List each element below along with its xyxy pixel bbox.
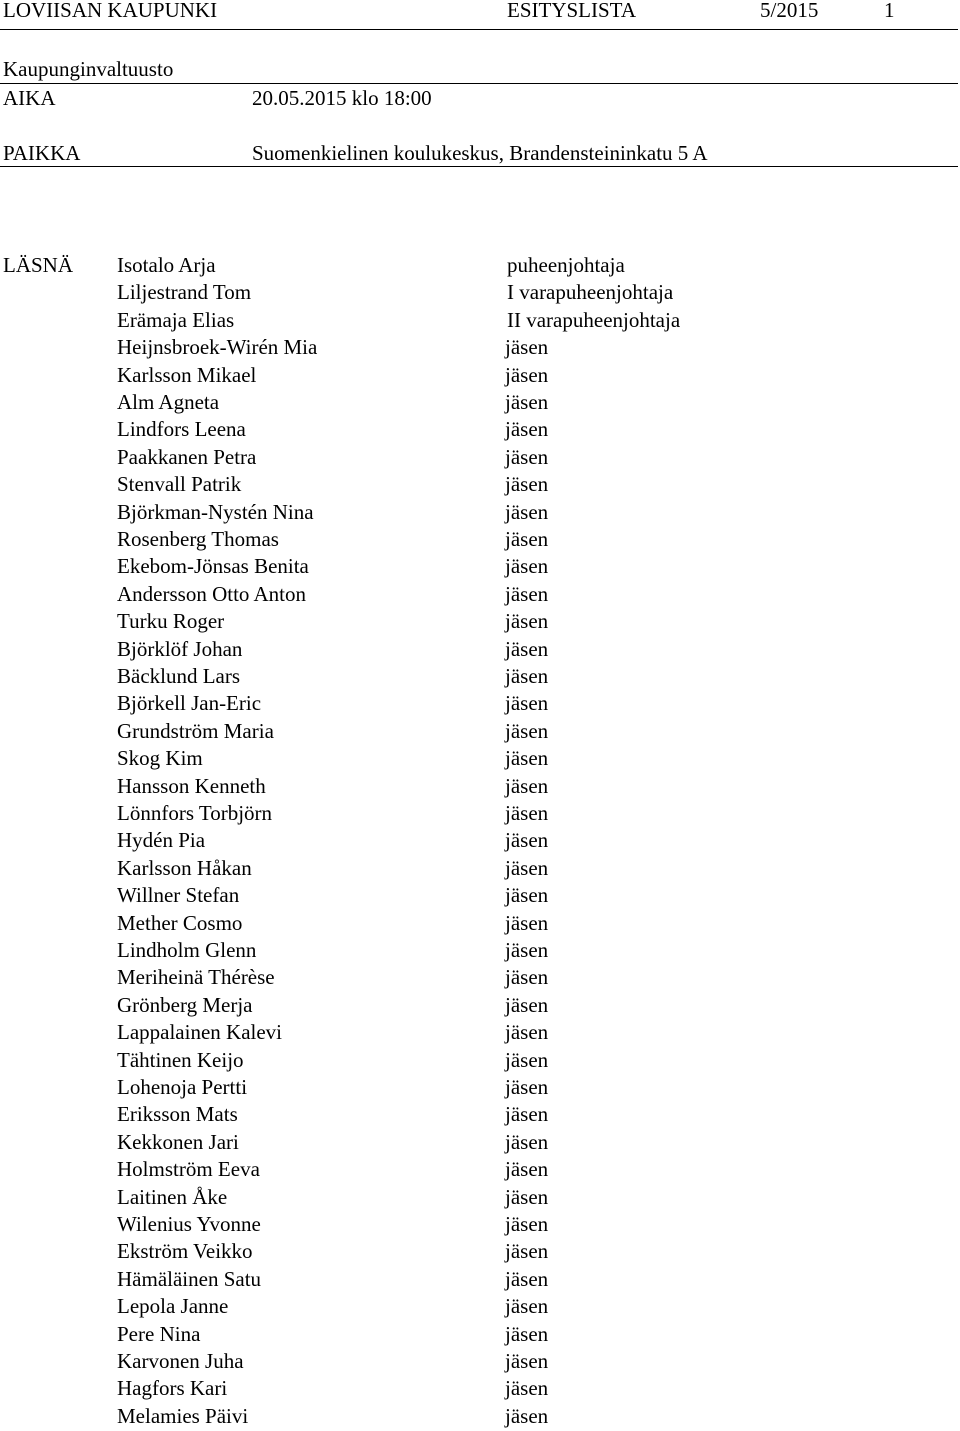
attendee-row xyxy=(0,1157,960,1184)
attendee-name: Lindfors Leena xyxy=(117,417,246,442)
attendee-row xyxy=(0,527,960,554)
attendee-row xyxy=(0,1212,960,1239)
attendee-name: Lohenoja Pertti xyxy=(117,1075,248,1099)
attendee-role: jäsen xyxy=(505,773,549,798)
attendee-role: jäsen xyxy=(505,472,549,497)
attendee-name: Björkman-Nystén Nina xyxy=(117,499,314,524)
attendee-row xyxy=(0,856,960,883)
attendee-name: Hagfors Kari xyxy=(117,1376,228,1401)
attendee-role: jäsen xyxy=(505,746,549,771)
attendee-row xyxy=(0,253,960,280)
attendee-role: jäsen xyxy=(505,417,549,442)
organization-name: LOVIISAN KAUPUNKI xyxy=(3,0,218,22)
attendee-row xyxy=(0,1048,960,1075)
attendee-name: Liljestrand Tom xyxy=(117,280,252,305)
attendee-role: jäsen xyxy=(505,527,549,551)
attendee-name: Meriheinä Thérèse xyxy=(117,965,275,990)
attendee-name: Melamies Päivi xyxy=(117,1403,249,1428)
attendee-role: jäsen xyxy=(505,992,549,1017)
attendee-row xyxy=(0,1322,960,1349)
attendee-row xyxy=(0,390,960,417)
attendee-row xyxy=(0,637,960,664)
attendee-row xyxy=(0,1404,960,1431)
attendee-role: jäsen xyxy=(505,1047,549,1072)
attendee-name: Stenvall Patrik xyxy=(117,472,242,497)
attendee-row xyxy=(0,938,960,965)
attendee-role: jäsen xyxy=(505,828,549,853)
attendee-row xyxy=(0,1130,960,1157)
attendee-name: Holmström Eeva xyxy=(117,1157,260,1182)
attendee-row xyxy=(0,582,960,609)
attendee-row xyxy=(0,774,960,801)
attendee-row xyxy=(0,965,960,992)
attendee-name: Erämaja Elias xyxy=(117,307,235,332)
attendee-role: jäsen xyxy=(505,1020,549,1045)
attendee-row xyxy=(0,1102,960,1129)
time-label: AIKA xyxy=(3,86,56,110)
attendee-name: Ekebom-Jönsas Benita xyxy=(117,554,309,579)
attendee-role: jäsen xyxy=(505,1184,549,1209)
attendee-role: I varapuheenjohtaja xyxy=(507,280,674,305)
attendee-role: jäsen xyxy=(505,1294,549,1319)
attendee-role: II varapuheenjohtaja xyxy=(507,307,681,332)
attendee-name: Tähtinen Keijo xyxy=(117,1047,244,1072)
attendee-name: Andersson Otto Anton xyxy=(117,581,306,606)
attendee-role: jäsen xyxy=(505,362,549,387)
attendee-role: jäsen xyxy=(505,609,549,634)
attendee-row xyxy=(0,1267,960,1294)
attendee-row xyxy=(0,1294,960,1321)
page-number: 1 xyxy=(884,0,895,22)
attendee-row xyxy=(0,445,960,472)
attendee-role: jäsen xyxy=(505,1321,549,1346)
place-label: PAIKKA xyxy=(3,141,81,165)
attendee-role: jäsen xyxy=(505,444,549,469)
attendee-row xyxy=(0,1376,960,1403)
attendee-row xyxy=(0,993,960,1020)
document-type: ESITYSLISTA xyxy=(507,0,636,22)
header-top-rule xyxy=(0,29,958,30)
document-number: 5/2015 xyxy=(760,0,819,22)
attendee-row xyxy=(0,1239,960,1266)
attendee-role: jäsen xyxy=(505,1075,549,1099)
attendee-row xyxy=(0,1349,960,1376)
attendee-name: Ekström Veikko xyxy=(117,1239,253,1264)
attendee-row xyxy=(0,609,960,636)
attendee-row xyxy=(0,828,960,855)
governing-body: Kaupunginvaltuusto xyxy=(3,57,174,81)
attendee-name: Turku Roger xyxy=(117,609,225,634)
attendee-row xyxy=(0,1020,960,1047)
attendee-role: jäsen xyxy=(505,855,549,880)
attendee-name: Willner Stefan xyxy=(117,883,240,908)
attendee-role: jäsen xyxy=(505,1349,549,1373)
attendee-row xyxy=(0,801,960,828)
attendee-row xyxy=(0,554,960,581)
attendee-role: jäsen xyxy=(505,499,549,524)
attendee-role: jäsen xyxy=(505,938,549,962)
attendee-name: Grundström Maria xyxy=(117,718,274,743)
attendee-name: Lönnfors Torbjörn xyxy=(117,801,273,825)
attendee-role: jäsen xyxy=(505,965,549,990)
attendee-role: jäsen xyxy=(505,691,549,716)
attendee-row xyxy=(0,746,960,773)
attendee-row xyxy=(0,280,960,307)
attendee-row xyxy=(0,335,960,362)
attendee-name: Skog Kim xyxy=(117,746,203,771)
meeting-info-rule xyxy=(0,166,958,167)
attendee-name: Eriksson Mats xyxy=(117,1102,238,1127)
attendee-name: Lindholm Glenn xyxy=(117,938,257,962)
attendee-name: Bäcklund Lars xyxy=(117,664,241,688)
attendee-row xyxy=(0,500,960,527)
attendee-name: Alm Agneta xyxy=(117,390,220,414)
attendee-role: jäsen xyxy=(505,636,549,661)
attendee-name: Karlsson Mikael xyxy=(117,362,257,387)
attendee-role: jäsen xyxy=(505,1403,549,1428)
attendee-name: Rosenberg Thomas xyxy=(117,527,279,551)
attendee-role: jäsen xyxy=(505,664,549,688)
attendee-role: puheenjohtaja xyxy=(507,253,625,277)
attendee-role: jäsen xyxy=(505,1239,549,1264)
attendee-name: Mether Cosmo xyxy=(117,910,243,935)
attendee-row xyxy=(0,363,960,390)
attendee-role: jäsen xyxy=(505,718,549,743)
attendee-name: Laitinen Åke xyxy=(117,1184,228,1209)
attendee-name: Karvonen Juha xyxy=(117,1349,244,1373)
attendee-name: Lappalainen Kalevi xyxy=(117,1020,283,1045)
attendee-role: jäsen xyxy=(505,1102,549,1127)
attendee-row xyxy=(0,719,960,746)
attendee-row xyxy=(0,1075,960,1102)
attendee-row xyxy=(0,911,960,938)
attendee-row xyxy=(0,664,960,691)
attendee-name: Hydén Pia xyxy=(117,828,206,853)
attendee-name: Kekkonen Jari xyxy=(117,1129,239,1154)
attendee-row xyxy=(0,691,960,718)
attendee-role: jäsen xyxy=(505,390,549,414)
attendee-role: jäsen xyxy=(505,1129,549,1154)
attendee-row xyxy=(0,883,960,910)
attendance-label: LÄSNÄ xyxy=(3,253,74,277)
attendee-role: jäsen xyxy=(505,335,549,360)
time-value: 20.05.2015 klo 18:00 xyxy=(252,86,432,110)
attendee-name: Björkell Jan-Eric xyxy=(117,691,262,716)
attendee-name: Lepola Janne xyxy=(117,1294,229,1319)
attendee-name: Wilenius Yvonne xyxy=(117,1212,261,1236)
attendee-name: Pere Nina xyxy=(117,1321,201,1346)
attendee-name: Heijnsbroek-Wirén Mia xyxy=(117,335,318,360)
place-value: Suomenkielinen koulukeskus, Brandensteininkatu 5 A xyxy=(252,141,708,165)
header-bottom-rule xyxy=(0,83,958,84)
attendee-role: jäsen xyxy=(505,554,549,579)
attendee-row xyxy=(0,417,960,444)
attendee-name: Karlsson Håkan xyxy=(117,855,252,880)
attendee-row xyxy=(0,308,960,335)
attendee-name: Grönberg Merja xyxy=(117,992,253,1017)
attendee-name: Björklöf Johan xyxy=(117,636,243,661)
attendee-name: Hämäläinen Satu xyxy=(117,1266,262,1291)
attendee-role: jäsen xyxy=(505,910,549,935)
attendee-role: jäsen xyxy=(505,883,549,908)
attendee-role: jäsen xyxy=(505,1157,549,1182)
attendee-role: jäsen xyxy=(505,1212,549,1236)
attendee-name: Paakkanen Petra xyxy=(117,444,257,469)
attendee-row xyxy=(0,1185,960,1212)
attendee-role: jäsen xyxy=(505,581,549,606)
attendee-role: jäsen xyxy=(505,1266,549,1291)
attendee-row xyxy=(0,472,960,499)
attendee-role: jäsen xyxy=(505,801,549,825)
attendee-name: Isotalo Arja xyxy=(117,253,216,277)
attendee-role: jäsen xyxy=(505,1376,549,1401)
attendee-name: Hansson Kenneth xyxy=(117,773,266,798)
